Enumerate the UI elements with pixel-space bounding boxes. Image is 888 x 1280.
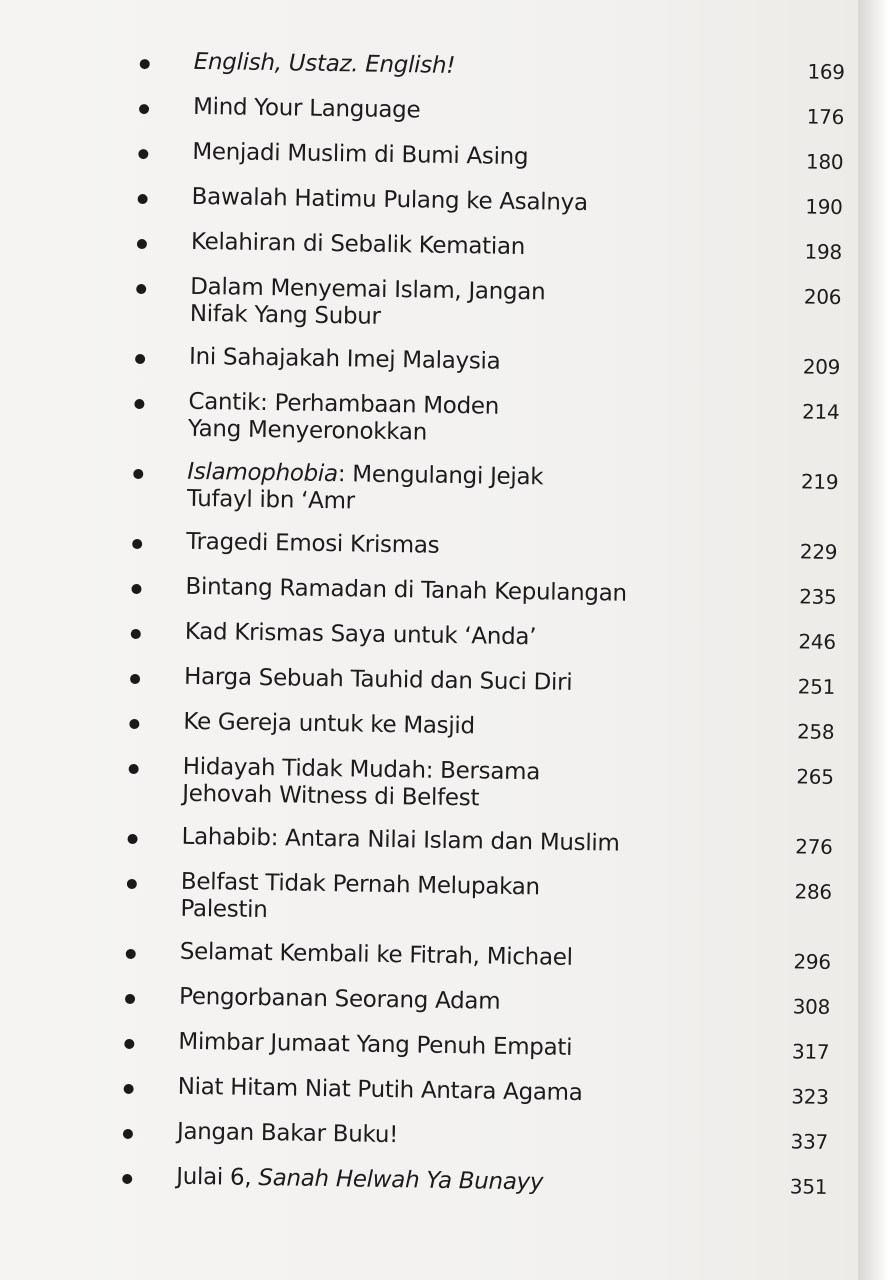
toc-entry-title: Ke Gereja untuk ke Masjid bbox=[183, 708, 476, 740]
toc-entry-page: 219 bbox=[800, 469, 839, 495]
bullet-icon bbox=[131, 584, 141, 594]
toc-entry-page: 317 bbox=[791, 1039, 830, 1064]
bullet-icon bbox=[129, 764, 139, 774]
bullet-icon bbox=[127, 879, 137, 889]
toc-entry-title: Bawalah Hatimu Pulang ke Asalnya bbox=[191, 183, 588, 217]
toc-entry-title: Harga Sebuah Tauhid dan Suci Diri bbox=[183, 663, 573, 696]
toc-entry bbox=[139, 93, 844, 131]
bullet-icon bbox=[138, 149, 148, 159]
bullet-icon bbox=[132, 539, 142, 549]
toc-entry bbox=[131, 618, 836, 656]
toc-entry-page: 198 bbox=[804, 239, 843, 265]
toc-entry bbox=[133, 458, 839, 523]
toc-entry-page: 351 bbox=[789, 1174, 828, 1199]
toc-entry bbox=[123, 1073, 828, 1111]
toc-entry-page: 258 bbox=[796, 719, 835, 744]
bullet-icon bbox=[122, 1174, 132, 1184]
toc-entry bbox=[124, 1028, 829, 1066]
toc-entry-page: 251 bbox=[797, 674, 836, 699]
toc-entry-page: 308 bbox=[792, 994, 831, 1019]
toc-entry-title: Niat Hitam Niat Putih Antara Agama bbox=[177, 1073, 583, 1107]
bullet-icon bbox=[126, 949, 136, 959]
toc-entry-title: Hidayah Tidak Mudah: Bersama Jehovah Witness di Belfest bbox=[182, 753, 541, 812]
toc-entry-page: 276 bbox=[795, 834, 833, 859]
toc-entry-page: 246 bbox=[798, 629, 836, 655]
toc-entry-title: Ini Sahajakah Imej Malaysia bbox=[188, 343, 501, 375]
toc-entry-title: Cantik: Perhambaan Moden Yang Menyeronokkan bbox=[187, 388, 500, 446]
toc-entry-page: 180 bbox=[805, 149, 844, 175]
toc-entry-title: Jangan Bakar Buku! bbox=[176, 1118, 399, 1149]
bullet-icon bbox=[135, 354, 145, 364]
bullet-icon bbox=[139, 104, 149, 114]
toc-entry bbox=[123, 1118, 828, 1156]
toc-entry-title: Lahabib: Antara Nilai Islam dan Muslim bbox=[181, 823, 620, 857]
bullet-icon bbox=[123, 1129, 133, 1139]
toc-entry bbox=[122, 1163, 827, 1201]
toc-entry-title: Julai 6, Sanah Helwah Ya Bunayy bbox=[176, 1163, 544, 1196]
table-of-contents bbox=[122, 48, 845, 1219]
toc-entry-title: Selamat Kembali ke Fitrah, Michael bbox=[179, 938, 573, 971]
bullet-icon bbox=[133, 469, 143, 479]
toc-entry-title: English, Ustaz. English! bbox=[193, 48, 456, 79]
toc-entry-page: 169 bbox=[807, 59, 845, 85]
toc-entry-title: Tragedi Emosi Krismas bbox=[186, 528, 440, 559]
toc-entry-title: Kelahiran di Sebalik Kematian bbox=[190, 228, 526, 261]
toc-entry-title: Belfast Tidak Pernah Melupakan Palestin bbox=[180, 868, 541, 924]
toc-entry-page: 176 bbox=[806, 104, 845, 130]
bullet-icon bbox=[125, 994, 135, 1004]
toc-entry bbox=[132, 528, 837, 566]
toc-entry bbox=[126, 868, 832, 933]
toc-entry-title: Dalam Menyemai Islam, Jangan Nifak Yang Subur bbox=[189, 273, 546, 330]
bullet-icon bbox=[129, 719, 139, 729]
bullet-icon bbox=[140, 59, 150, 69]
toc-entry-page: 214 bbox=[801, 399, 840, 425]
toc-entry-page: 190 bbox=[805, 194, 843, 220]
toc-entry bbox=[135, 343, 840, 381]
bullet-icon bbox=[130, 674, 140, 684]
bullet-icon bbox=[134, 399, 144, 409]
toc-entry-title: Kad Krismas Saya untuk ‘Anda’ bbox=[184, 618, 537, 651]
bullet-icon bbox=[131, 629, 141, 639]
toc-entry bbox=[131, 573, 836, 611]
toc-entry bbox=[136, 273, 842, 338]
toc-entry bbox=[138, 138, 843, 176]
bullet-icon bbox=[124, 1039, 134, 1049]
toc-entry-page: 265 bbox=[796, 764, 834, 789]
toc-entry-title: Mimbar Jumaat Yang Penuh Empati bbox=[178, 1028, 573, 1061]
toc-entry-page: 296 bbox=[793, 949, 831, 974]
bullet-icon bbox=[137, 239, 147, 249]
toc-entry bbox=[137, 228, 842, 266]
toc-entry-page: 286 bbox=[794, 879, 833, 904]
toc-entry-title: Pengorbanan Seorang Adam bbox=[178, 983, 501, 1015]
toc-entry bbox=[128, 753, 834, 818]
toc-entry-page: 209 bbox=[802, 354, 841, 380]
toc-entry-page: 229 bbox=[799, 539, 838, 565]
toc-entry bbox=[137, 183, 842, 221]
toc-entry bbox=[134, 388, 840, 453]
bullet-icon bbox=[127, 834, 137, 844]
toc-entry bbox=[140, 48, 845, 86]
bullet-icon bbox=[136, 284, 146, 294]
toc-entry-page: 323 bbox=[791, 1084, 829, 1109]
bullet-icon bbox=[124, 1084, 134, 1094]
toc-entry-page: 235 bbox=[798, 584, 837, 610]
toc-entry bbox=[127, 823, 832, 861]
toc-entry-title: Bintang Ramadan di Tanah Kepulangan bbox=[185, 573, 627, 607]
toc-entry bbox=[125, 983, 830, 1021]
toc-entry-title: Menjadi Muslim di Bumi Asing bbox=[192, 138, 529, 171]
bullet-icon bbox=[138, 194, 148, 204]
toc-entry-page: 337 bbox=[790, 1129, 829, 1154]
toc-entry-page: 206 bbox=[803, 284, 842, 310]
page-edge bbox=[858, 0, 888, 1280]
toc-entry bbox=[126, 938, 831, 976]
toc-entry-title: Islamophobia: Mengulangi Jejak Tufayl ibn ‘Amr bbox=[186, 458, 544, 515]
toc-entry bbox=[130, 663, 835, 701]
toc-entry-title: Mind Your Language bbox=[192, 93, 421, 124]
toc-entry bbox=[129, 708, 834, 746]
